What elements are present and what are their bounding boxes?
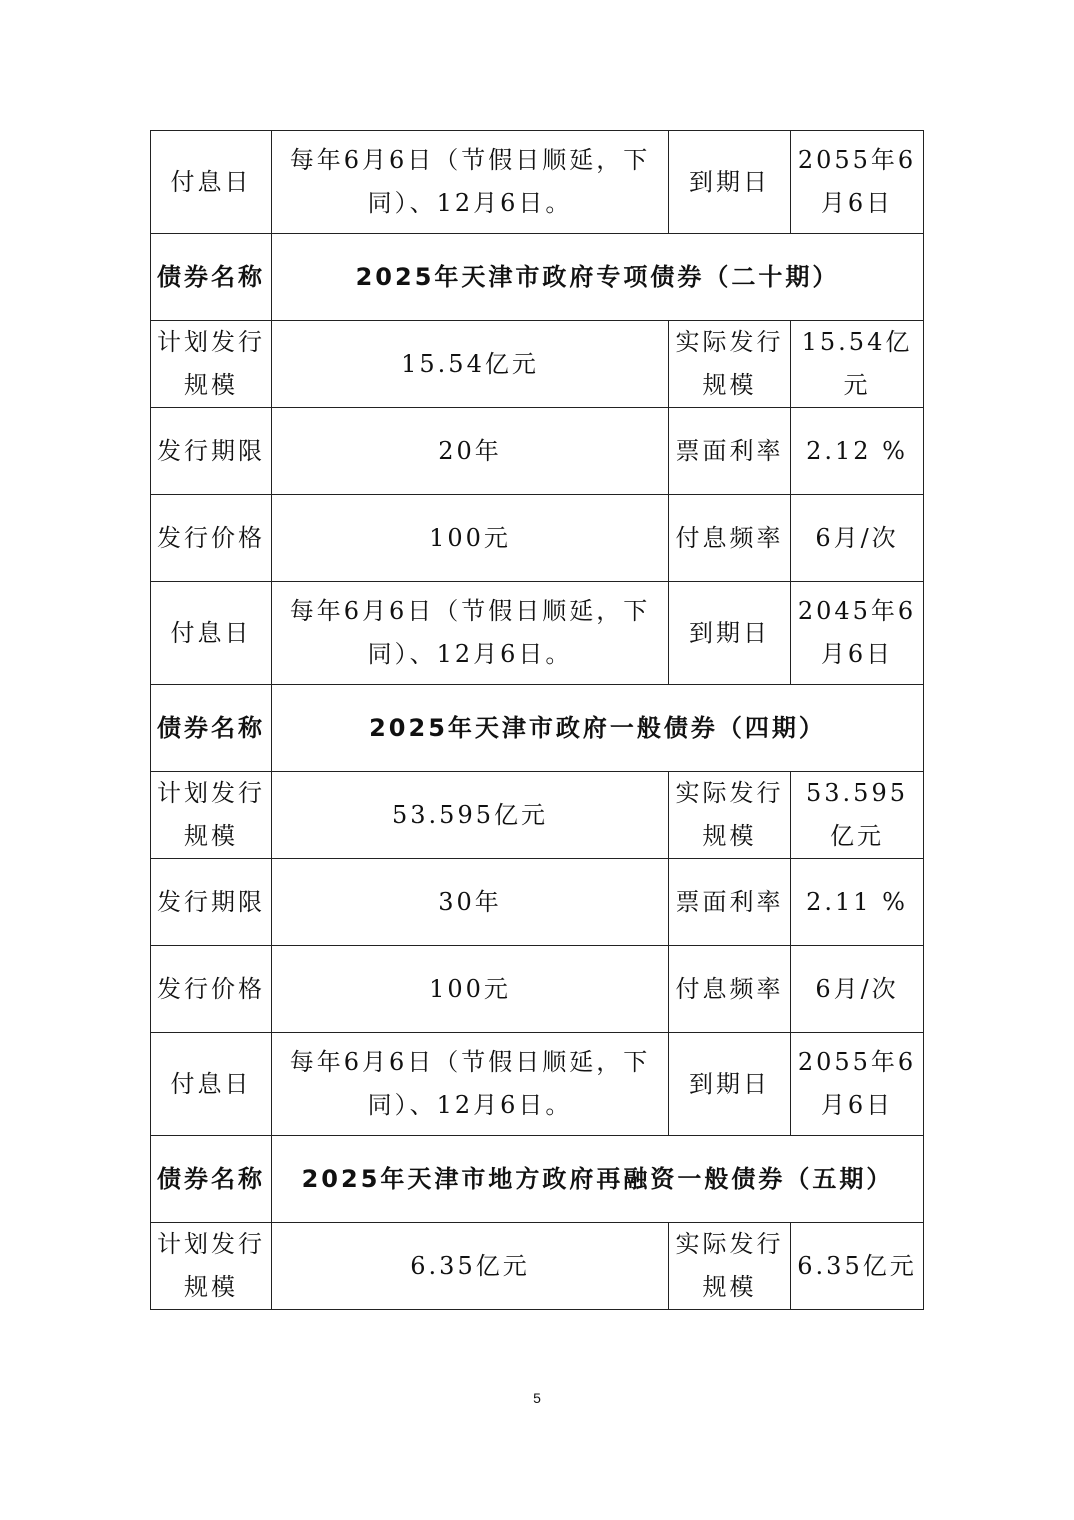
cell-label: 票面利率 — [669, 408, 791, 495]
bond-name-value: 2025年天津市地方政府再融资一般债券（五期） — [272, 1136, 924, 1223]
table-row — [151, 859, 924, 946]
cell-label: 实际发行规模 — [669, 1223, 791, 1310]
cell-value: 6月/次 — [791, 495, 924, 582]
cell-value: 每年6月6日（节假日顺延，下同）、12月6日。 — [272, 1033, 669, 1136]
cell-label: 到期日 — [669, 131, 791, 234]
cell-label: 付息日 — [151, 582, 272, 685]
table-row — [151, 582, 924, 685]
cell-value: 100元 — [272, 946, 669, 1033]
cell-label: 实际发行规模 — [669, 321, 791, 408]
cell-label: 付息日 — [151, 131, 272, 234]
cell-value: 15.54亿元 — [791, 321, 924, 408]
table-row — [151, 408, 924, 495]
table-row — [151, 685, 924, 772]
cell-value: 6.35亿元 — [272, 1223, 669, 1310]
cell-value: 2.12 % — [791, 408, 924, 495]
table-row — [151, 495, 924, 582]
cell-label: 计划发行规模 — [151, 772, 272, 859]
cell-label: 计划发行规模 — [151, 321, 272, 408]
cell-value: 6.35亿元 — [791, 1223, 924, 1310]
table-row — [151, 321, 924, 408]
bond-name-value: 2025年天津市政府专项债券（二十期） — [272, 234, 924, 321]
table-row — [151, 1136, 924, 1223]
bond-name-label: 债券名称 — [151, 1136, 272, 1223]
cell-label: 票面利率 — [669, 859, 791, 946]
cell-label: 实际发行规模 — [669, 772, 791, 859]
cell-value: 2.11 % — [791, 859, 924, 946]
cell-value: 6月/次 — [791, 946, 924, 1033]
cell-label: 发行价格 — [151, 946, 272, 1033]
cell-label: 发行期限 — [151, 408, 272, 495]
table-row — [151, 772, 924, 859]
bond-name-value: 2025年天津市政府一般债券（四期） — [272, 685, 924, 772]
cell-label: 付息日 — [151, 1033, 272, 1136]
cell-label: 发行价格 — [151, 495, 272, 582]
cell-value: 15.54亿元 — [272, 321, 669, 408]
cell-value: 53.595亿元 — [272, 772, 669, 859]
cell-label: 到期日 — [669, 582, 791, 685]
cell-value: 20年 — [272, 408, 669, 495]
cell-value: 每年6月6日（节假日顺延，下同）、12月6日。 — [272, 131, 669, 234]
bond-info-table — [150, 130, 924, 1310]
cell-value: 100元 — [272, 495, 669, 582]
cell-label: 发行期限 — [151, 859, 272, 946]
table-row — [151, 1033, 924, 1136]
cell-value: 2055年6月6日 — [791, 1033, 924, 1136]
cell-value: 2055年6月6日 — [791, 131, 924, 234]
table-row — [151, 1223, 924, 1310]
bond-name-label: 债券名称 — [151, 685, 272, 772]
page-number: 5 — [533, 1390, 541, 1406]
table-row — [151, 946, 924, 1033]
cell-label: 到期日 — [669, 1033, 791, 1136]
cell-value: 53.595亿元 — [791, 772, 924, 859]
cell-value: 30年 — [272, 859, 669, 946]
cell-label: 付息频率 — [669, 495, 791, 582]
table-row — [151, 131, 924, 234]
cell-label: 计划发行规模 — [151, 1223, 272, 1310]
bond-name-label: 债券名称 — [151, 234, 272, 321]
cell-value: 2045年6月6日 — [791, 582, 924, 685]
cell-label: 付息频率 — [669, 946, 791, 1033]
table-row — [151, 234, 924, 321]
cell-value: 每年6月6日（节假日顺延，下同）、12月6日。 — [272, 582, 669, 685]
